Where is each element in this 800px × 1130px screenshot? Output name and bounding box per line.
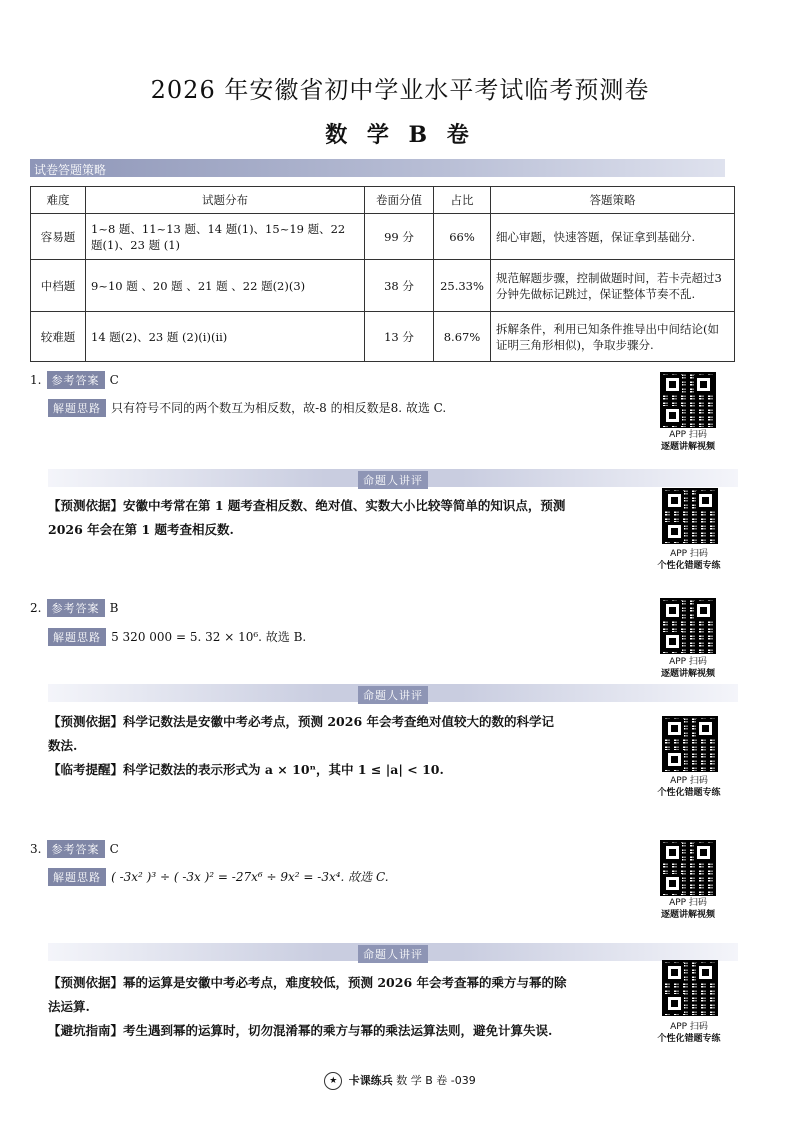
question-3-solution-line [48, 866, 389, 886]
commentary-bar [48, 943, 738, 961]
table-header: 卷面分值 [365, 187, 434, 214]
solution-text: 只有符号不同的两个数互为相反数，故-8 的相反数是8. 故选 C. [111, 401, 447, 415]
table-header: 难度 [31, 187, 86, 214]
commentary-badge: 命题人讲评 [358, 945, 428, 963]
table-cell: 细心审题，快速答题，保证拿到基础分. [491, 214, 735, 260]
table-cell: 较难题 [31, 312, 86, 362]
question-1-answer-line [30, 369, 119, 389]
strategy-section-bar [30, 159, 725, 177]
table-header: 答题策略 [491, 187, 735, 214]
page-footer [0, 1072, 800, 1090]
qr-app-label: APP 扫码 [669, 657, 707, 667]
question-1-solution-line [48, 397, 446, 417]
question-number: 2. [30, 601, 42, 615]
answer-value: C [109, 373, 119, 387]
table-cell: 容易题 [31, 214, 86, 260]
solution-badge: 解题思路 [48, 399, 106, 417]
ref-answer-badge: 参考答案 [47, 371, 105, 389]
qr-video-label: 逐题讲解视频 [660, 669, 715, 679]
table-cell: 9~10 题 、20 题 、21 题 、22 题(2)(3) [86, 260, 365, 312]
commentary-bar [48, 469, 738, 487]
qr-caption [644, 1021, 734, 1045]
page-subtitle: 数 学 B 卷 [325, 122, 475, 148]
commentary-text: 【避坑指南】考生遇到幂的运算时，切勿混淆幂的乘方与幂的乘法运算法则，避免计算失误. [48, 1023, 553, 1038]
question-number: 1. [30, 373, 42, 387]
qr-video-label: 逐题讲解视频 [660, 910, 715, 920]
qr-caption [644, 548, 734, 572]
table-row [31, 312, 735, 362]
table-cell: 中档题 [31, 260, 86, 312]
qr-train-label: 个性化错题专练 [657, 561, 721, 571]
table-cell: 规范解题步骤，控制做题时间，若卡壳超过3分钟先做标记跳过，保证整体节奏不乱. [491, 260, 735, 312]
question-2-solution-line [48, 626, 306, 646]
commentary-badge: 命题人讲评 [358, 686, 428, 704]
answer-value: C [109, 842, 119, 856]
answer-value: B [109, 601, 119, 615]
table-header: 试题分布 [86, 187, 365, 214]
qr-app-label: APP 扫码 [669, 898, 707, 908]
table-cell: 8.67% [434, 312, 491, 362]
commentary-text: 法运算. [48, 999, 90, 1014]
solution-badge: 解题思路 [48, 868, 106, 886]
qr-video-label: 逐题讲解视频 [660, 442, 715, 452]
commentary-badge: 命题人讲评 [358, 471, 428, 489]
table-cell: 66% [434, 214, 491, 260]
table-row [31, 260, 735, 312]
question-3-answer-line [30, 838, 119, 858]
table-cell: 38 分 [365, 260, 434, 312]
commentary-text: 数法. [48, 738, 78, 753]
question-2-answer-line [30, 597, 118, 617]
commentary-bar [48, 684, 738, 702]
qr-caption [643, 656, 733, 680]
qr-app-label: APP 扫码 [669, 430, 707, 440]
footer-brand: 卡课练兵 [348, 1074, 393, 1087]
qr-code-icon[interactable] [660, 598, 716, 654]
solution-badge: 解题思路 [48, 628, 106, 646]
table-cell: 13 分 [365, 312, 434, 362]
qr-app-label: APP 扫码 [670, 1022, 708, 1032]
qr-app-label: APP 扫码 [670, 776, 708, 786]
qr-app-label: APP 扫码 [670, 549, 708, 559]
table-cell: 25.33% [434, 260, 491, 312]
ref-answer-badge: 参考答案 [47, 599, 105, 617]
commentary-text: 【预测依据】幂的运算是安徽中考必考点，难度较低，预测 2026 年会考查幂的乘方与幂的除 [48, 975, 567, 990]
solution-text: ( -3x² )³ ÷ ( -3x )² = -27x⁶ ÷ 9x² = -3x⁴. 故选 C. [111, 870, 389, 884]
solution-text: 5 320 000 = 5. 32 × 10⁶. 故选 B. [111, 630, 307, 644]
commentary-text: 【临考提醒】科学记数法的表示形式为 a × 10ⁿ，其中 1 ≤ |a| < 10. [48, 762, 444, 777]
qr-caption [643, 429, 733, 453]
ref-answer-badge: 参考答案 [47, 840, 105, 858]
question-2-commentary [48, 710, 648, 782]
qr-code-icon[interactable] [660, 372, 716, 428]
footer-page: 数 学 B 卷 -039 [396, 1074, 476, 1087]
brand-logo-icon: ★ [324, 1072, 342, 1090]
qr-caption [643, 897, 733, 921]
qr-code-icon[interactable] [662, 488, 718, 544]
strategy-section-label: 试卷答题策略 [34, 163, 107, 177]
strategy-table [30, 186, 735, 362]
table-cell: 拆解条件，利用已知条件推导出中间结论(如证明三角形相似)，争取步骤分. [491, 312, 735, 362]
table-row [31, 214, 735, 260]
question-1-commentary [48, 494, 648, 542]
qr-train-label: 个性化错题专练 [657, 1034, 721, 1044]
qr-code-icon[interactable] [660, 840, 716, 896]
page-title: 2026 年安徽省初中学业水平考试临考预测卷 [150, 76, 650, 104]
table-cell: 99 分 [365, 214, 434, 260]
qr-code-icon[interactable] [662, 716, 718, 772]
question-number: 3. [30, 842, 42, 856]
qr-code-icon[interactable] [662, 960, 718, 1016]
commentary-text: 【预测依据】科学记数法是安徽中考必考点，预测 2026 年会考查绝对值较大的数的科学记 [48, 714, 554, 729]
commentary-text: 2026 年会在第 1 题考查相反数. [48, 522, 234, 537]
table-header: 占比 [434, 187, 491, 214]
table-cell: 1~8 题、11~13 题、14 题(1)、15~19 题、22 题(1)、23 题 (1) [86, 214, 365, 260]
commentary-text: 【预测依据】安徽中考常在第 1 题考查相反数、绝对值、实数大小比较等简单的知识点，预测 [48, 498, 566, 513]
table-cell: 14 题(2)、23 题 (2)(i)(ii) [86, 312, 365, 362]
question-3-commentary [48, 971, 658, 1043]
qr-train-label: 个性化错题专练 [657, 788, 721, 798]
qr-caption [644, 775, 734, 799]
table-header-row [31, 187, 735, 214]
